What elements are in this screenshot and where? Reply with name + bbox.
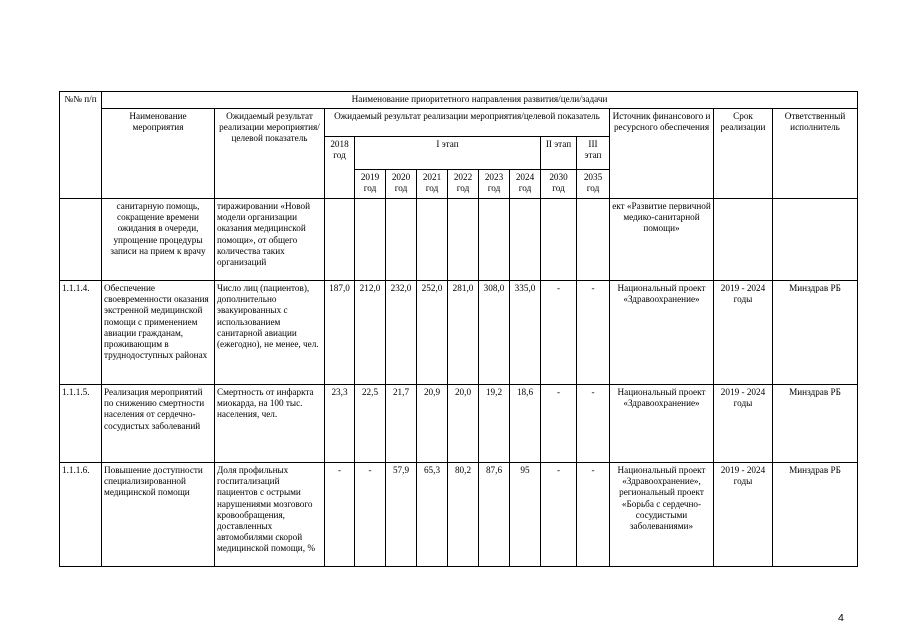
row-num: 1.1.1.6. (60, 463, 102, 567)
row-value (355, 199, 386, 281)
row-num (60, 199, 102, 281)
row-value: 308,0 (479, 281, 510, 385)
row-term: 2019 - 2024 годы (714, 281, 773, 385)
row-result: тиражировании «Новой модели организации оказания медицинской помощи», от общего количества таких организаций (215, 199, 325, 281)
row-value: 281,0 (448, 281, 479, 385)
stage2-header: II этап (541, 137, 577, 170)
row-value: 22,5 (355, 385, 386, 463)
term-header: Срок реализации (714, 109, 773, 199)
row-value (479, 199, 510, 281)
row-value: - (541, 463, 577, 567)
row-source: ект «Развитие первичной медико-санитарной помощи» (610, 199, 714, 281)
row-value: 20,9 (417, 385, 448, 463)
row-value: 19,2 (479, 385, 510, 463)
row-num: 1.1.1.4. (60, 281, 102, 385)
row-name: Обеспечение своевременности оказания экстренной медицинской помощи с применением авиации гражданам, проживающим в труднодоступных районах (102, 281, 215, 385)
page-number: 4 (838, 612, 844, 624)
source-header: Источник финансового и ресурсного обеспечения (610, 109, 714, 199)
table-row (60, 281, 858, 385)
row-value: - (577, 281, 610, 385)
row-value: - (355, 463, 386, 567)
row-2018: - (325, 463, 355, 567)
row-term (714, 199, 773, 281)
row-name: Повышение доступности специализированной медицинской помощи (102, 463, 215, 567)
row-value: 212,0 (355, 281, 386, 385)
row-term: 2019 - 2024 годы (714, 463, 773, 567)
row-value: - (577, 385, 610, 463)
row-result: Число лиц (пациентов), дополнительно эвакуированных с использованием санитарной авиации (ежегодно), не менее, чел. (215, 281, 325, 385)
row-result: Доля профильных госпитализаций пациентов с острыми нарушениями мозгового кровообращения, доставленных автомобилями скорой медицинской помощи, % (215, 463, 325, 567)
stage1-header: I этап (355, 137, 541, 170)
measures-table (59, 91, 858, 567)
year-header: 2030 год (541, 170, 577, 199)
row-value (577, 199, 610, 281)
row-value (386, 199, 417, 281)
row-value: 65,3 (417, 463, 448, 567)
row-resp: Минздрав РБ (773, 281, 858, 385)
year-header: 2022 год (448, 170, 479, 199)
row-2018: 23,3 (325, 385, 355, 463)
row-source: Национальный проект «Здравоохранение» (610, 385, 714, 463)
row-value (541, 199, 577, 281)
row-2018: 187,0 (325, 281, 355, 385)
year-header: 2024 год (510, 170, 541, 199)
row-value: 232,0 (386, 281, 417, 385)
stage3-header: III этап (577, 137, 610, 170)
year-header: 2019 год (355, 170, 386, 199)
table-row (60, 199, 858, 281)
row-value: 21,7 (386, 385, 417, 463)
row-source: Национальный проект «Здравоохранение» (610, 281, 714, 385)
row-value: - (577, 463, 610, 567)
row-value: - (541, 281, 577, 385)
year-2018-header: 2018 год (325, 137, 355, 199)
result-header: Ожидаемый результат реализации мероприятия/целевой показатель (215, 109, 325, 199)
year-header: 2023 год (479, 170, 510, 199)
row-source: Национальный проект «Здравоохранение», региональный проект «Борьба с сердечно-сосудистыми заболеваниями» (610, 463, 714, 567)
row-resp: Минздрав РБ (773, 385, 858, 463)
row-value: - (541, 385, 577, 463)
table-row (60, 385, 858, 463)
year-header: 2020 год (386, 170, 417, 199)
row-resp (773, 199, 858, 281)
row-term: 2019 - 2024 годы (714, 385, 773, 463)
row-name: Реализация мероприятий по снижению смертности населения от сердечно-сосудистых заболеваний (102, 385, 215, 463)
row-result: Смертность от инфаркта миокарда, на 100 тыс. населения, чел. (215, 385, 325, 463)
row-num: 1.1.1.5. (60, 385, 102, 463)
row-name: санитарную помощь, сокращение времени ожидания в очереди, упрощение процедуры записи на прием к врачу (102, 199, 215, 281)
row-value: 18,6 (510, 385, 541, 463)
top-title: Наименование приоритетного направления развития/цели/задачи (102, 92, 858, 109)
table-row (60, 463, 858, 567)
row-value (448, 199, 479, 281)
row-value: 335,0 (510, 281, 541, 385)
row-value: 57,9 (386, 463, 417, 567)
year-header: 2035 год (577, 170, 610, 199)
row-resp: Минздрав РБ (773, 463, 858, 567)
year-header: 2021 год (417, 170, 448, 199)
row-2018 (325, 199, 355, 281)
row-value: 87,6 (479, 463, 510, 567)
row-value (417, 199, 448, 281)
name-header: Наименование мероприятия (102, 109, 215, 199)
row-value (510, 199, 541, 281)
row-value: 95 (510, 463, 541, 567)
expected-header: Ожидаемый результат реализации мероприятия/целевой показатель (325, 109, 610, 137)
row-value: 20,0 (448, 385, 479, 463)
num-header: №№ п/п (60, 92, 102, 199)
row-value: 80,2 (448, 463, 479, 567)
row-value: 252,0 (417, 281, 448, 385)
resp-header: Ответственный исполнитель (773, 109, 858, 199)
